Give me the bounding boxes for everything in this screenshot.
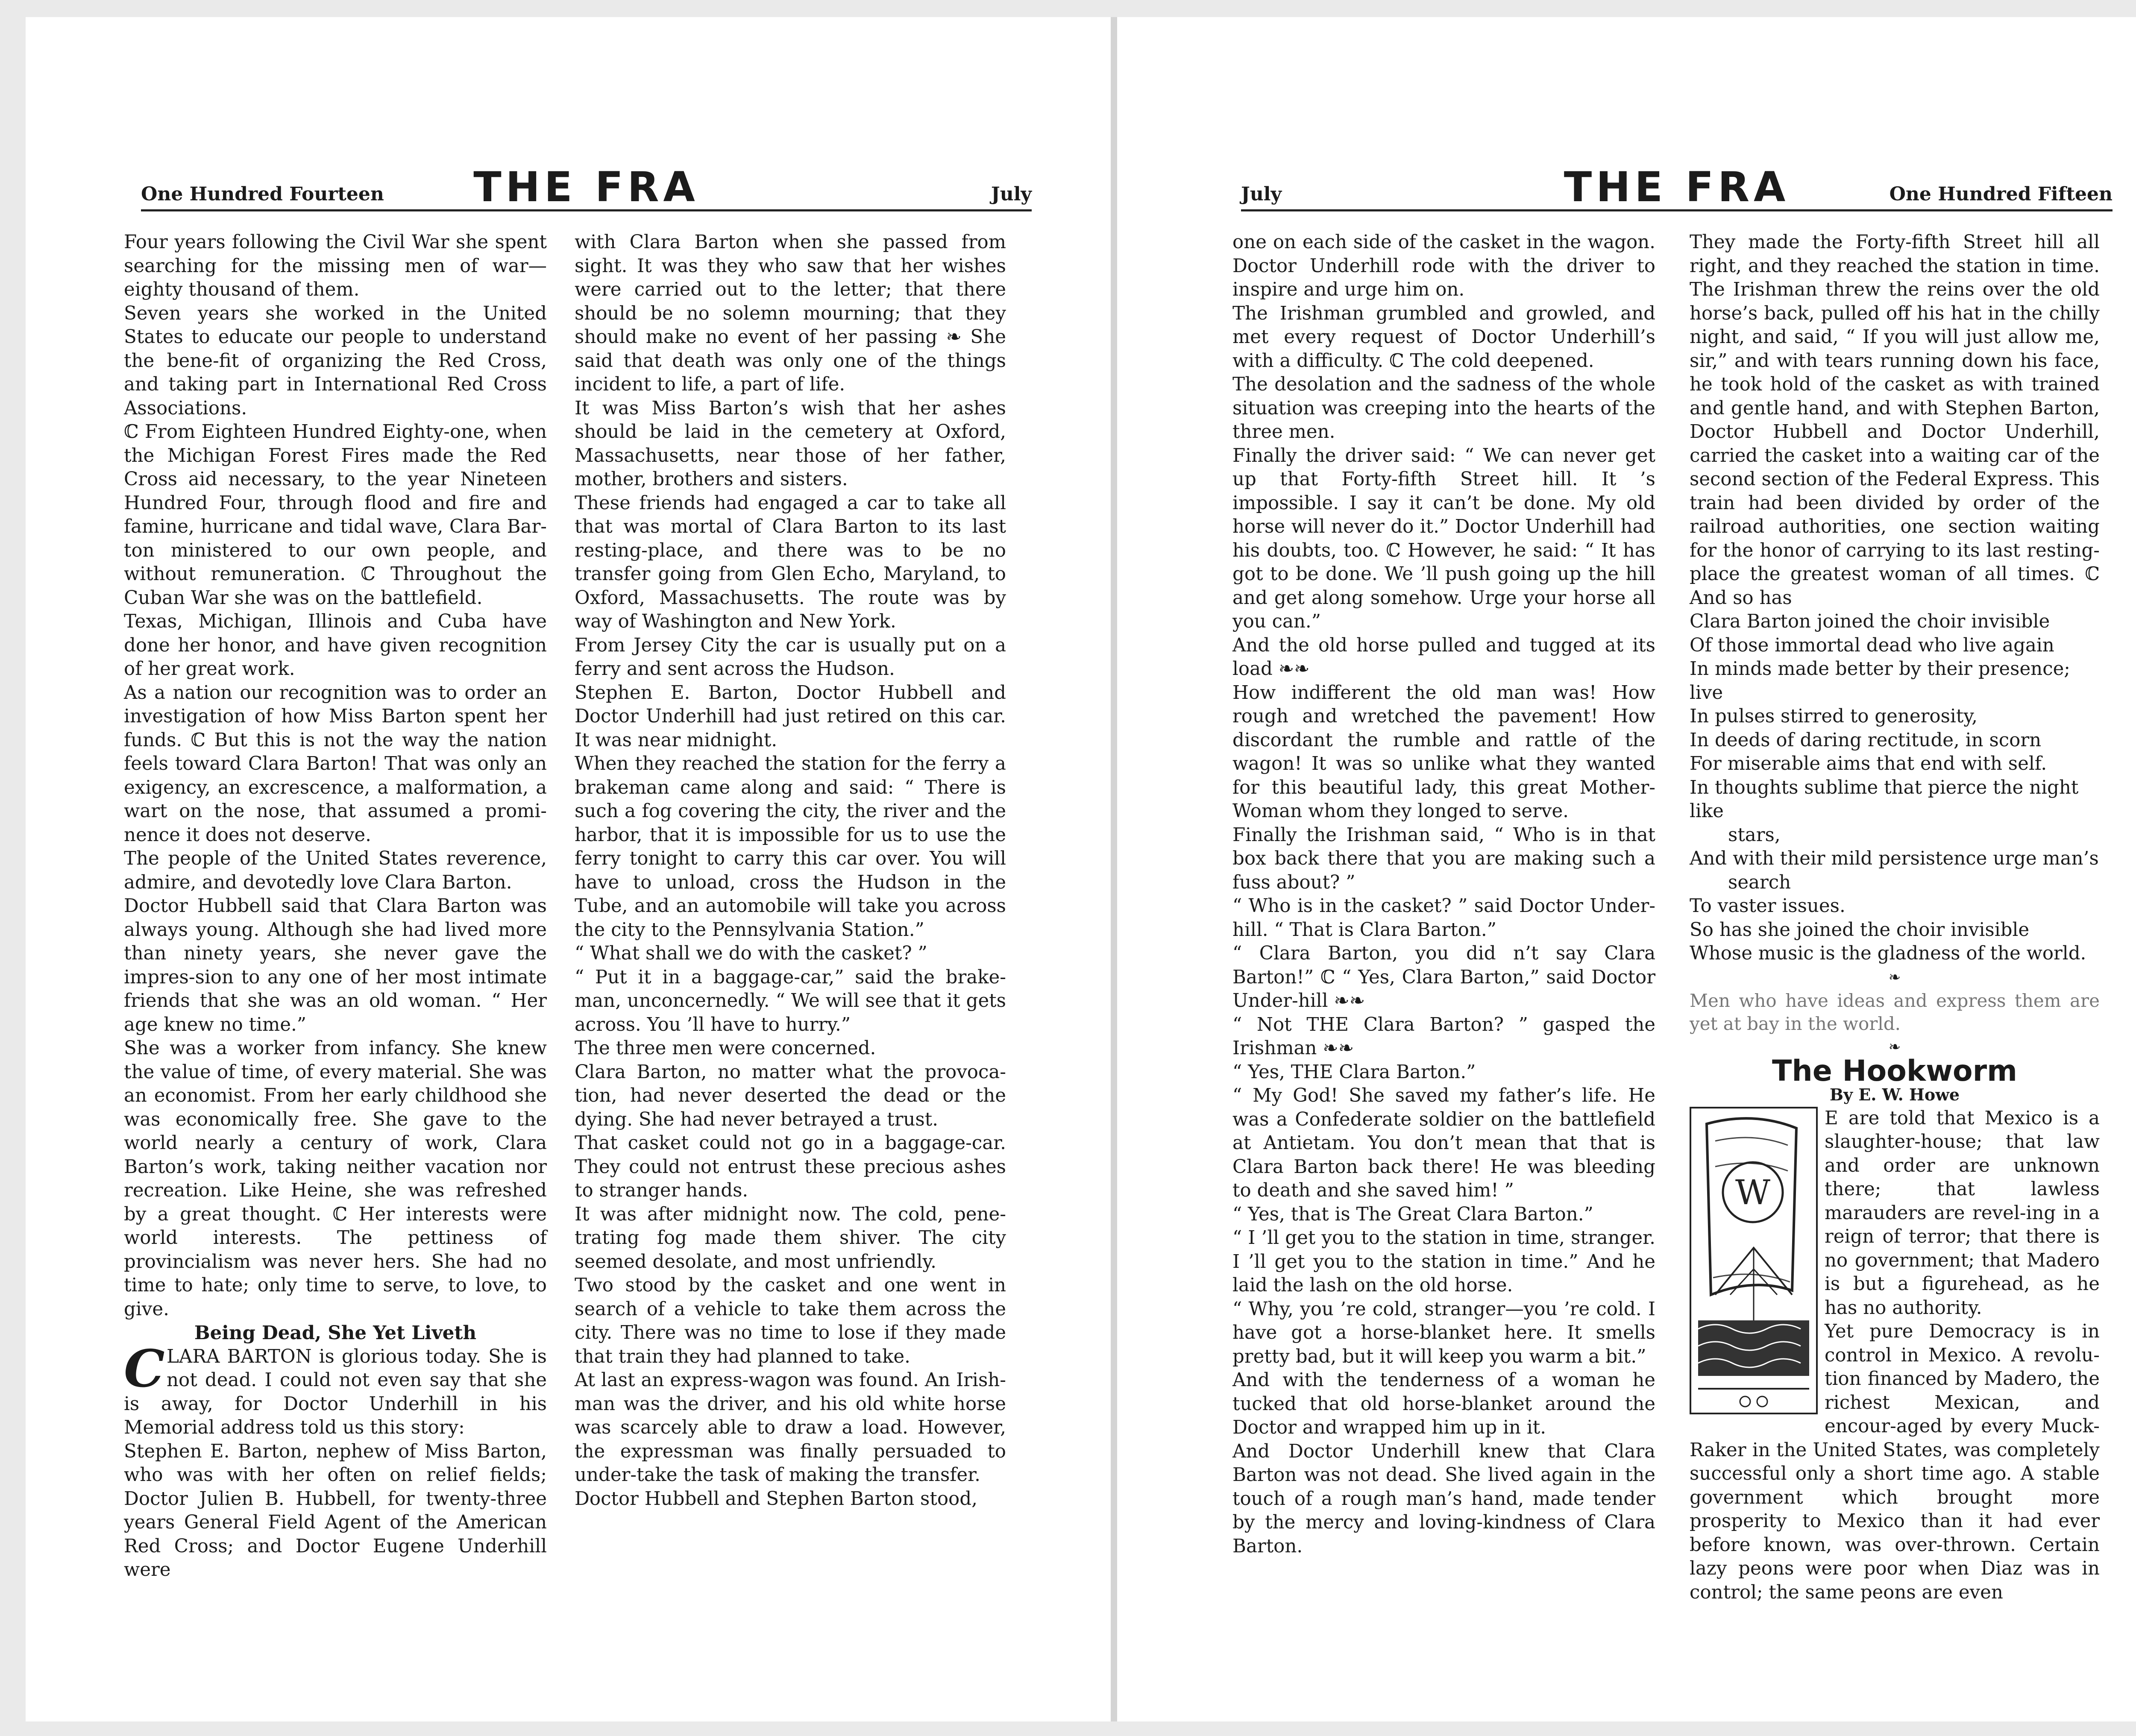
paragraph: Four years following the Civil War she spent searching for the missing men of war—eighty thousand of them. <box>124 232 547 300</box>
right-header <box>1241 145 2113 211</box>
paragraph: She was a worker from infancy. She knew the value of time, of every material. She was an economist. From her early childhood she was economically free. She gave to the world nearly a century of work, Clara Barton’s work, taking neither vacation nor recreation. Like Heine, she was refreshed by a great thought. ℂ Her interests were world interests. The pettiness of provincialism was never hers. She had no time to hate; only time to serve, to love, to give. <box>124 1038 547 1320</box>
paragraph: Finally the Irishman said, “ Who is in that box back there that you are making such a fuss about? ” <box>1232 824 1655 893</box>
dropcap-text: LARA BARTON is glorious today. She is not dead. I could not even say that she is away, for Doctor Underhill in his Memorial address told us this story: <box>124 1346 547 1438</box>
paragraph: The three men were concerned. <box>575 1038 876 1059</box>
paragraph: Finally the driver said: “ We can never get up that Forty-fifth Street hill. It ’s impossible. I say it can’t be done. My old horse will never do it.” Doctor Underhill had his doubts, too. ℂ However, he said: “ It has got to be done. We ’ll push going up the hill and get along somehow. Urge your horse all you can.” <box>1232 445 1655 632</box>
paragraph: How indifferent the old man was! How rough and wretched the pavement! How discordant the rumble and rattle of the wagon! It was so unlike what they wanted for this beautiful lady, this great Mother-Woman whom they longed to serve. <box>1232 682 1655 822</box>
dropcap-letter: C <box>124 1338 165 1399</box>
right-month: July <box>1241 183 1282 205</box>
paragraph: They made the Forty-fifth Street hill all right, and they reached the station in time. The Irishman threw the reins over the old horse’s back, pulled off his hat in the chilly night, and said, “ If you will just allow me, sir,” and with tears running down his face, he took hold of the casket as with trained and gentle hand, and with Stephen Barton, Doctor Hubbell and Doctor Underhill, carried the casket into a waiting car of the second section of the Federal Express. This train had been divided by order of the railroad authorities, one section waiting for the honor of carrying to its last resting-place the greatest woman of all times. ℂ And so has <box>1690 232 2100 609</box>
left-month: July <box>991 183 1032 205</box>
paragraph: And with the tenderness of a woman he tucked that old horse-blanket around the Doctor and wrapped him up in it. <box>1232 1369 1655 1438</box>
paragraph: The people of the United States reverence, admire, and devotedly love Clara Barton. <box>124 848 547 893</box>
poem-line: In minds made better by their presence; live <box>1690 658 2070 704</box>
paragraph: “ My God! She saved my father’s life. He was a Confederate soldier on the battlefield at Antietam. You don’t mean that that is Clara Barton back there! He was bleeding to death and she saved him! ” <box>1232 1085 1655 1201</box>
paragraph: “ I ’ll get you to the station in time, stranger. I ’ll get you to the station in time.” And he laid the lash on the old horse. <box>1232 1227 1655 1296</box>
paragraph: It was Miss Barton’s wish that her ashes should be laid in the cemetery at Oxford, Massachusetts, near those of her father, mother, brothers and sisters. <box>575 397 1006 490</box>
illustration-letter: W <box>1735 1172 1771 1212</box>
paragraph: “ Put it in a baggage-car,” said the brake-man, unconcernedly. “ We will see that it gets across. You ’ll have to hurry.” <box>575 966 1006 1035</box>
paragraph: That casket could not go in a baggage-car. They could not entrust these precious ashes to stranger hands. <box>575 1132 1006 1201</box>
article-paragraph: Yet pure Democracy is in control in Mexico. A revolu-tion financed by Madero, the richest Mexican, and encour-aged by every Muck-Raker in the United States, was completely successful only a short time ago. A stable government which brought more prosperity to Mexico than it had ever before known, was over-thrown. Certain lazy peons were poor when Diaz was in control; the same peons are even <box>1690 1321 2100 1603</box>
quote: Men who have ideas and express them are yet at bay in the world. <box>1690 990 2100 1034</box>
paragraph: “ What shall we do with the casket? ” <box>575 943 927 964</box>
poem-line: search <box>1728 871 1791 893</box>
poem-line: Whose music is the gladness of the world. <box>1690 943 2086 964</box>
paragraph: ℂ From Eighteen Hundred Eighty-one, when the Michigan Forest Fires made the Red Cross aid necessary, to the year Nineteen Hundred Four, through flood and fire and famine, hurricane and tidal wave, Clara Bar-ton ministered to our own people, and without remuneration. ℂ Throughout the Cuban War she was on the battlefield. <box>124 421 547 609</box>
paragraph: “ Why, you ’re cold, stranger—you ’re cold. I have got a horse-blanket here. It smells pretty bad, but it will keep you warm a bit.” <box>1232 1298 1655 1367</box>
paragraph: one on each side of the casket in the wagon. Doctor Underhill rode with the driver to inspire and urge him on. <box>1232 232 1655 300</box>
paragraph: Stephen E. Barton, nephew of Miss Barton, who was with her often on relief fields; Doctor Julien B. Hubbell, for twenty-three years General Field Agent of the American Red Cross; and Doctor Eugene Underhill were <box>124 1440 547 1581</box>
paragraph: “ Not THE Clara Barton? ” gasped the Irishman ❧❧ <box>1232 1014 1655 1059</box>
right-page-number: One Hundred Fifteen <box>1889 183 2113 205</box>
left-page-number: One Hundred Fourteen <box>141 183 384 205</box>
paragraph: It was after midnight now. The cold, pene-trating fog made them shiver. The city seemed desolate, and most unfriendly. <box>575 1203 1006 1273</box>
poem-line: To vaster issues. <box>1690 895 1846 917</box>
byline: By E. W. Howe <box>1829 1085 1960 1104</box>
poem-line: So has she joined the choir invisible <box>1690 919 2030 941</box>
dropcap-paragraph <box>124 1338 547 1440</box>
ornament-icon: ❧ <box>1888 968 1901 986</box>
paragraph: Stephen E. Barton, Doctor Hubbell and Doctor Underhill had just retired on this car. It was near midnight. <box>575 682 1006 751</box>
paragraph: Two stood by the casket and one went in search of a vehicle to take them across the city. There was no time to lose if they made that train they had planned to take. <box>575 1275 1006 1367</box>
paragraph: The Irishman grumbled and growled, and met every request of Doctor Underhill’s with a difficulty. ℂ The cold deepened. <box>1232 302 1655 372</box>
poem-line: stars, <box>1728 824 1781 846</box>
page-gutter <box>1111 17 1117 1721</box>
paragraph: Doctor Hubbell and Stephen Barton stood, <box>575 1488 977 1510</box>
paragraph: “ Clara Barton, you did n’t say Clara Barton!” ℂ “ Yes, Clara Barton,” said Doctor Under-hill ❧❧ <box>1232 943 1655 1012</box>
paragraph: When they reached the station for the ferry a brakeman came along and said: “ There is such a fog covering the city, the river and the harbor, that it is impossible for us to use the ferry tonight to carry this car over. You will have to unload, cross the Hudson in the Tube, and an automobile will take you across the city to the Pennsylvania Station.” <box>575 753 1006 941</box>
paragraph: “ Who is in the casket? ” said Doctor Under-hill. “ That is Clara Barton.” <box>1232 895 1655 941</box>
poem-line: For miserable aims that end with self. <box>1690 753 2047 774</box>
left-header <box>141 145 1032 211</box>
paragraph: These friends had engaged a car to take all that was mortal of Clara Barton to its last resting-place, and there was to be no transfer going from Glen Echo, Maryland, to Oxford, Massachusetts. The route was by way of Washington and New York. <box>575 492 1006 632</box>
paragraph: Doctor Hubbell said that Clara Barton was always young. Although she had lived more than ninety years, she never gave the impres-sion to any one of her most intimate friends that she was an old woman. “ Her age knew no time.” <box>124 895 547 1035</box>
right-column-2 <box>1690 231 2100 1604</box>
paragraph: Texas, Michigan, Illinois and Cuba have done her honor, and have given recognition of her great work. <box>124 611 547 680</box>
article-title: The Hookworm <box>1772 1054 2018 1088</box>
subheading: Being Dead, She Yet Liveth <box>194 1322 477 1344</box>
sailboat-illustration-icon <box>1690 1107 1818 1414</box>
poem-line: In deeds of daring rectitude, in scorn <box>1690 729 2042 751</box>
paragraph: “ Yes, that is The Great Clara Barton.” <box>1232 1203 1593 1225</box>
poem-line: Of those immortal dead who live again <box>1690 634 2054 656</box>
left-masthead: THE FRA <box>465 165 708 209</box>
paragraph: The desolation and the sadness of the whole situation was creeping into the hearts of the three men. <box>1232 374 1655 443</box>
poem-line: In thoughts sublime that pierce the night like <box>1690 777 2079 822</box>
left-column-1 <box>124 231 547 1582</box>
poem-line: Clara Barton joined the choir invisible <box>1690 611 2050 632</box>
paragraph: “ Yes, THE Clara Barton.” <box>1232 1061 1476 1083</box>
paragraph: with Clara Barton when she passed from sight. It was they who saw that her wishes were carried out to the letter; that there should be no solemn mourning; that they should make no event of her passing ❧ She said that death was only one of the things incident to life, a part of life. <box>575 232 1006 395</box>
paragraph: And the old horse pulled and tugged at its load ❧❧ <box>1232 634 1655 680</box>
right-column-1 <box>1232 231 1655 1558</box>
paragraph: As a nation our recognition was to order an investigation of how Miss Barton spent her funds. ℂ But this is not the way the nation feels toward Clara Barton! That was only an exigency, an excrescence, a malformation, a wart on the nose, that assumed a promi-nence it does not deserve. <box>124 682 547 846</box>
paragraph: At last an express-wagon was found. An Irish-man was the driver, and his old white horse was scarcely able to draw a load. However, the expressman was finally persuaded to under-take the task of making the transfer. <box>575 1369 1006 1486</box>
ornament-icon: ❧ <box>1888 1038 1901 1056</box>
paragraph: From Jersey City the car is usually put on a ferry and sent across the Hudson. <box>575 634 1006 680</box>
paragraph: Clara Barton, no matter what the provoca-tion, had never deserted the dead or the dying. She had never betrayed a trust. <box>575 1061 1006 1130</box>
left-column-2 <box>575 231 1006 1511</box>
right-masthead: THE FRA <box>1555 165 1799 209</box>
poem <box>1690 610 2100 966</box>
left-page <box>26 17 1111 1721</box>
poem-line: And with their mild persistence urge man’s <box>1690 848 2099 869</box>
article-paragraph: E are told that Mexico is a slaughter-house; that law and order are unknown there; that lawless marauders are revel-ing in a reign of terror; that there is no government; that Madero is but a figurehead, as he has no authority. <box>1825 1107 2100 1319</box>
paragraph: And Doctor Underhill knew that Clara Barton was not dead. She lived again in the touch of a rough man’s hand, made tender by the mercy and loving-kindness of Clara Barton. <box>1232 1440 1655 1557</box>
right-page <box>1117 17 2136 1721</box>
poem-line: In pulses stirred to generosity, <box>1690 706 1978 727</box>
paragraph: Seven years she worked in the United States to educate our people to understand the bene-fit of organizing the Red Cross, and taking part in International Red Cross Associations. <box>124 302 547 419</box>
